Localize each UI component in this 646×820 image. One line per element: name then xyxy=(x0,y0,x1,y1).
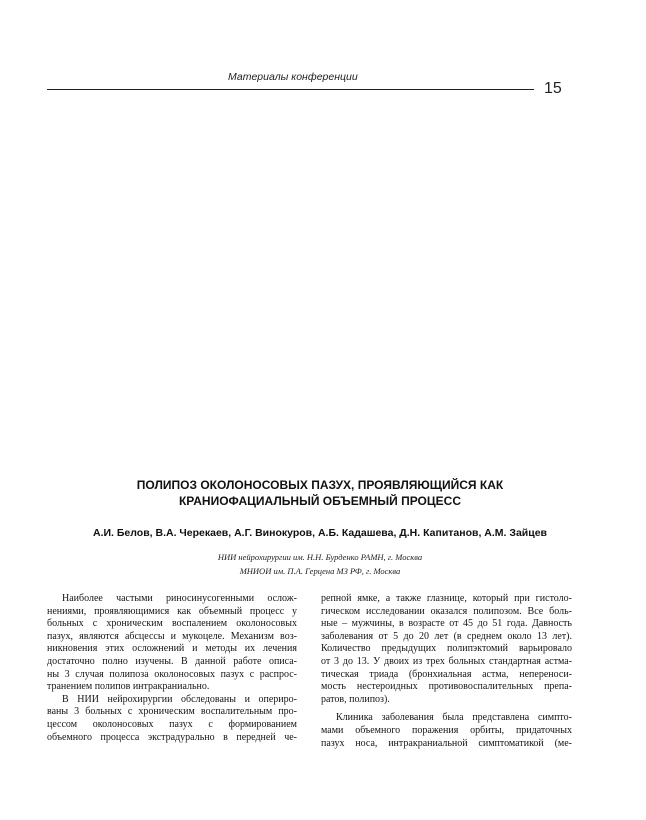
text-line: никновения этих осложнений и методы их лечения xyxy=(47,643,297,655)
text-line: ны 3 случая полипоза околоносовых пазух с распрос- xyxy=(47,668,297,680)
text-line: Количество предыдущих полипэктомий варьировало xyxy=(321,643,572,655)
text-line: от 3 до 13. У двоих из трех больных стандартная астма- xyxy=(321,655,572,667)
header-rule xyxy=(47,89,534,90)
text-line: цессом околоносовых пазух с формированием xyxy=(47,718,297,730)
text-line: объемного процесса экстрадурально в передней че- xyxy=(47,731,297,743)
text-line: пазух, являются абсцессы и мукоцеле. Механизм воз- xyxy=(47,630,297,642)
affiliation: НИИ нейрохирургии им. Н.Н. Бурденко РАМН, г. Москва xyxy=(217,552,423,562)
running-header: Материалы конференции xyxy=(228,71,358,83)
text-line: мами объемного поражения орбиты, придаточных xyxy=(321,724,572,736)
text-line: репной ямке, а также глазнице, который при гистоло- xyxy=(321,593,572,604)
text-line: мость нестероидных противовоспалительных препа- xyxy=(321,681,572,693)
text-line: больных с хроническим воспалением околоносовых xyxy=(47,618,297,630)
text-line: заболевания от 5 до 20 лет (в среднем около 13 лет). xyxy=(321,630,572,642)
affiliation: МНИОИ им. П.А. Герцена МЗ РФ, г. Москва xyxy=(239,566,401,576)
text-line: достаточно полно изучены. В данной работе описа- xyxy=(47,655,297,667)
text-line: ваны 3 больных с хроническим воспалительным про- xyxy=(47,706,297,718)
authors: А.И. Белов, В.А. Черекаев, А.Г. Винокуров, А.Б. Кадашева, Д.Н. Капитанов, А.М. Зайцев xyxy=(92,527,548,539)
text-line: транением полипов интракраниально. xyxy=(47,681,210,693)
text-line: Клиника заболевания была представлена симпто- xyxy=(336,712,572,724)
page-number: 15 xyxy=(544,80,562,97)
article-title xyxy=(60,477,580,509)
left-column xyxy=(47,593,297,744)
text-line: ратов, полипоз). xyxy=(321,693,390,705)
text-line: Наиболее частыми риносинусогенными ослож- xyxy=(62,593,297,604)
text-line: В НИИ нейрохирургии обследованы и опериро- xyxy=(62,693,297,705)
title-line: ПОЛИПОЗ ОКОЛОНОСОВЫХ ПАЗУХ, ПРОЯВЛЯЮЩИЙСЯ КАК xyxy=(136,478,504,492)
text-line: тическая триада (бронхиальная астма, непереноси- xyxy=(321,668,572,680)
text-line: нениями, проявляющимися как объемный процесс у xyxy=(47,605,297,617)
affiliations xyxy=(100,550,540,578)
title-line: КРАНИОФАЦИАЛЬНЫЙ ОБЪЕМНЫЙ ПРОЦЕСС xyxy=(178,494,461,508)
right-column xyxy=(321,593,572,750)
text-line: пазух носа, интракраниальной симптоматикой (ме- xyxy=(321,737,572,749)
text-line: гическом исследовании оказался полипозом. Все боль- xyxy=(321,605,572,617)
text-line: ные – мужчины, в возрасте от 45 до 51 года. Давность xyxy=(321,618,572,630)
